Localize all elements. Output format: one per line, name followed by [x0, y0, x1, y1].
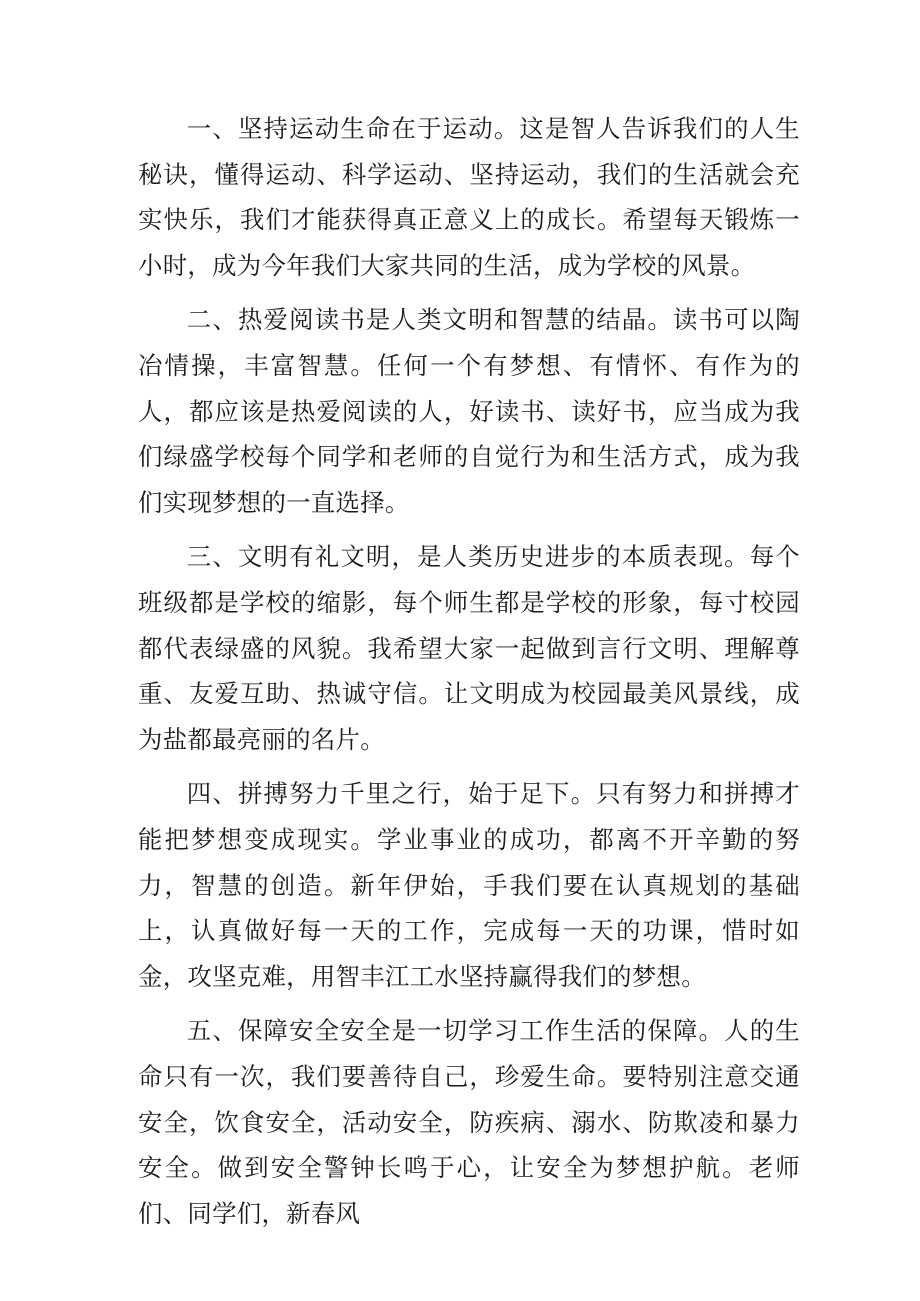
paragraph-effort: 四、拼搏努力千里之行，始于足下。只有努力和拼搏才能把梦想变成现实。学业事业的成功，都离不开辛勤的努力，智慧的创造。新年伊始，手我们要在认真规划的基础上，认真做好每一天的工作，完成每一天的功课，惜时如金，攻坚克难，用智丰江工水坚持赢得我们的梦想。 — [138, 779, 800, 992]
paragraph-reading: 二、热爱阅读书是人类文明和智慧的结晶。读书可以陶冶情操，丰富智慧。任何一个有梦想、有情怀、有作为的人，都应该是热爱阅读的人，好读书、读好书，应当成为我们绿盛学校每个同学和老师的自觉行为和生活方式，成为我们实现梦想的一直选择。 — [138, 305, 800, 518]
paragraph-civility: 三、文明有礼文明，是人类历史进步的本质表现。每个班级都是学校的缩影，每个师生都是学校的形象，每寸校园都代表绿盛的风貌。我希望大家一起做到言行文明、理解尊重、友爱互助、热诚守信。让文明成为校园最美风景线，成为盐都最亮丽的名片。 — [138, 542, 800, 755]
document-body — [138, 106, 800, 1245]
paragraph-exercise: 一、坚持运动生命在于运动。这是智人告诉我们的人生秘诀，懂得运动、科学运动、坚持运动，我们的生活就会充实快乐，我们才能获得真正意义上的成长。希望每天锻炼一小时，成为今年我们大家共同的生活，成为学校的风景。 — [138, 114, 800, 281]
paragraph-safety: 五、保障安全安全是一切学习工作生活的保障。人的生命只有一次，我们要善待自己，珍爱生命。要特别注意交通安全，饮食安全，活动安全，防疾病、溺水、防欺凌和暴力安全。做到安全警钟长鸣于心，让安全为梦想护航。老师们、同学们，新春风 — [138, 1016, 800, 1229]
